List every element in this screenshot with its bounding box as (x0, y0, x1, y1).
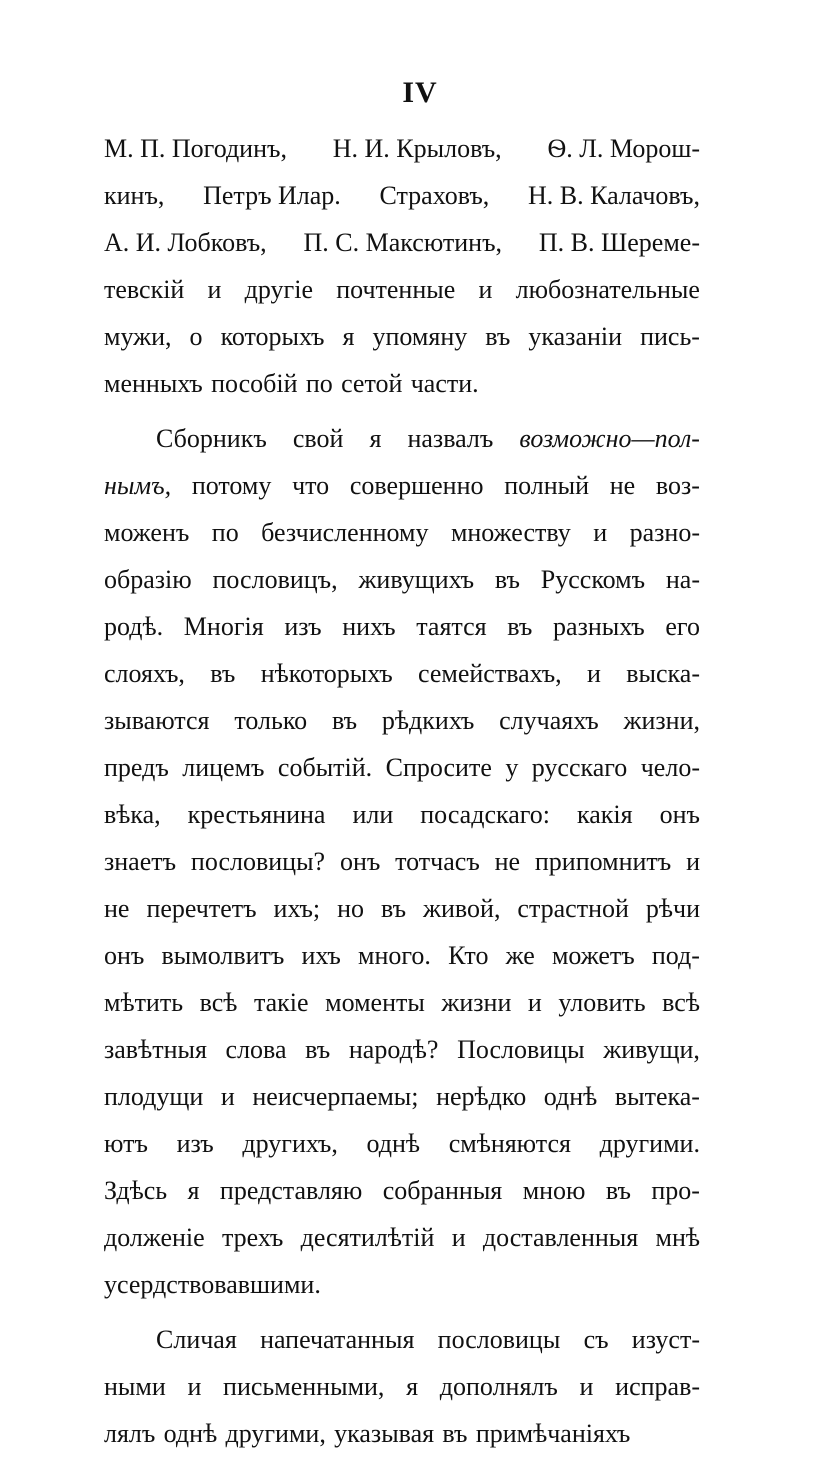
word: и (593, 518, 608, 547)
word: пособій (211, 369, 298, 398)
word: Н. И. Крыловъ, (332, 134, 502, 163)
text-line (104, 979, 700, 1026)
word: Спросите (385, 753, 492, 782)
word: дополнялъ (439, 1372, 558, 1401)
page-number: IV (402, 76, 438, 109)
word: совершенно (349, 471, 484, 500)
text-line (104, 415, 700, 462)
word: любознательные (515, 275, 700, 304)
word: другіе (244, 275, 313, 304)
word: мѣтить (104, 988, 184, 1017)
word: въ (332, 706, 358, 735)
word: Многія (183, 612, 264, 641)
body-text (104, 125, 700, 1457)
word: А. И. Лобковъ, (104, 228, 267, 257)
word: что (292, 471, 330, 500)
text-line (104, 462, 700, 509)
paragraph (104, 1316, 700, 1457)
word: указаніи (528, 322, 623, 351)
word: упомяну (372, 322, 468, 351)
text-line (104, 1316, 700, 1363)
word: которыхъ (220, 322, 325, 351)
word: Здѣсь (104, 1176, 168, 1205)
word: М. П. Погодинъ, (104, 134, 287, 163)
italic-word: возможно—пол- (519, 424, 700, 453)
word: рѣдкихъ (381, 706, 475, 735)
word: ными (104, 1372, 166, 1401)
word: мною (522, 1176, 586, 1205)
word: усердствовавшими. (104, 1270, 321, 1299)
word: собранныя (382, 1176, 503, 1205)
word: же (505, 941, 535, 970)
word: не (104, 894, 130, 923)
word: Ѳ. Л. Морош- (547, 134, 700, 163)
word: про- (651, 1176, 700, 1205)
word: слова (225, 1035, 287, 1064)
word: народѣ? (348, 1035, 439, 1064)
word: десятилѣтій (300, 1223, 435, 1252)
text-line (104, 1026, 700, 1073)
word: съ (583, 1325, 609, 1354)
word: тевскій (104, 275, 185, 304)
word: посадскаго: (420, 800, 551, 829)
word: ихъ; (273, 894, 321, 923)
word: нерѣдко (436, 1082, 527, 1111)
word: можетъ (551, 941, 635, 970)
word: въ (442, 1419, 468, 1448)
word: рѣчи (645, 894, 700, 923)
word: много. (358, 941, 431, 970)
word: моженъ (104, 518, 190, 547)
word: родѣ. (104, 612, 164, 641)
word: такіе (253, 988, 309, 1017)
word: однѣ (163, 1419, 218, 1448)
word: другими. (599, 1129, 700, 1158)
text-line (104, 1214, 700, 1261)
word: Петръ Илар. (203, 181, 341, 210)
word: но (337, 894, 365, 923)
word: онъ (104, 941, 145, 970)
word: и (478, 275, 493, 304)
word: его (665, 612, 700, 641)
word: лицемъ (182, 753, 265, 782)
word: Страховъ, (379, 181, 490, 210)
word: письменными, (223, 1372, 385, 1401)
word: указывая (334, 1419, 435, 1448)
word: всѣ (199, 988, 238, 1017)
word: разно- (629, 518, 700, 547)
text-line (104, 885, 700, 932)
word: вытека- (614, 1082, 700, 1111)
word: тотчасъ (395, 847, 480, 876)
word: крестьянина (187, 800, 326, 829)
text-line (104, 266, 700, 313)
word: П. С. Максютинъ, (303, 228, 503, 257)
word: неисчерпаемы; (252, 1082, 419, 1111)
word: воз- (655, 471, 700, 500)
word: не (494, 847, 521, 876)
word: однѣ (543, 1082, 598, 1111)
word: русскаго (531, 753, 628, 782)
text-line (104, 1120, 700, 1167)
word: на- (665, 565, 700, 594)
word: нихъ (342, 612, 396, 641)
word: пись- (640, 322, 700, 351)
word: безчисленному (261, 518, 429, 547)
text-line (104, 1363, 700, 1410)
word: слояхъ, (104, 659, 185, 688)
word: только (234, 706, 308, 735)
word: и (686, 847, 700, 876)
word: перечтетъ (146, 894, 257, 923)
word: ютъ (104, 1129, 148, 1158)
word: свой (292, 424, 344, 453)
text-line (104, 1261, 700, 1308)
word: всѣ (662, 988, 700, 1017)
word: я (187, 1176, 200, 1205)
word: страстной (517, 894, 629, 923)
word: въ (507, 612, 533, 641)
word: другихъ, (242, 1129, 338, 1158)
word: не (609, 471, 636, 500)
word: Сборникъ (156, 424, 267, 453)
text-line (104, 744, 700, 791)
text-line (104, 556, 700, 603)
word: живущи, (603, 1035, 700, 1064)
paragraph (104, 125, 700, 407)
word: образію (104, 565, 192, 594)
word: я (406, 1372, 419, 1401)
text-line (104, 932, 700, 979)
text-line (104, 603, 700, 650)
paragraph-gap (104, 1308, 700, 1316)
word: представляю (219, 1176, 363, 1205)
word: или (352, 800, 394, 829)
italic-word: нымъ, (104, 471, 172, 500)
text-line (104, 697, 700, 744)
word: вѣка, (104, 800, 161, 829)
text-line (104, 172, 700, 219)
word: завѣтныя (104, 1035, 207, 1064)
word: семействахъ, (418, 659, 562, 688)
word: Русскомъ (540, 565, 646, 594)
word: сетой (341, 369, 403, 398)
word: мнѣ (655, 1223, 700, 1252)
word: выска- (626, 659, 700, 688)
word: доставленныя (482, 1223, 639, 1252)
word: по (211, 518, 239, 547)
word: таятся (416, 612, 487, 641)
text-line (104, 791, 700, 838)
word: кинъ, (104, 181, 165, 210)
word: менныхъ (104, 369, 203, 398)
word: предъ (104, 753, 169, 782)
text-line (104, 1410, 700, 1457)
word: о (189, 322, 203, 351)
text-line (104, 125, 700, 172)
word: и (451, 1223, 466, 1252)
word: и (207, 275, 222, 304)
word: вымолвитъ (161, 941, 285, 970)
word: событій. (277, 753, 373, 782)
word: пословицы (437, 1325, 561, 1354)
word: по (305, 369, 333, 398)
word: жизни, (623, 706, 700, 735)
paragraph (104, 415, 700, 1308)
text-line (104, 838, 700, 885)
word: пословицы? (190, 847, 326, 876)
word: и (187, 1372, 202, 1401)
word: назвалъ (407, 424, 494, 453)
word: долженіе (104, 1223, 205, 1252)
word: исправ- (615, 1372, 700, 1401)
text-line (104, 509, 700, 556)
word: нѣкоторыхъ (260, 659, 393, 688)
word: жизни (441, 988, 512, 1017)
word: живущихъ (358, 565, 475, 594)
word: П. В. Шереме- (538, 228, 700, 257)
word: припомнитъ (534, 847, 672, 876)
word: Н. В. Калачовъ, (527, 181, 700, 210)
word: однѣ (366, 1129, 421, 1158)
word: въ (210, 659, 236, 688)
word: зываются (104, 706, 210, 735)
word: я (342, 322, 355, 351)
word: изъ (284, 612, 322, 641)
word: случаяхъ (499, 706, 599, 735)
word: живой, (423, 894, 501, 923)
word: и (579, 1372, 594, 1401)
word: и (527, 988, 542, 1017)
text-line (104, 219, 700, 266)
word: части. (410, 369, 479, 398)
word: примѣчаніяхъ (475, 1419, 631, 1448)
word: мужи, (104, 322, 172, 351)
word: ихъ (301, 941, 341, 970)
word: трехъ (221, 1223, 284, 1252)
text-line (104, 650, 700, 697)
word: полный (504, 471, 590, 500)
word: изъ (176, 1129, 214, 1158)
word: онъ (659, 800, 700, 829)
word: Сличая (156, 1325, 237, 1354)
word: въ (485, 322, 511, 351)
paragraph-gap (104, 407, 700, 415)
word: смѣняются (448, 1129, 571, 1158)
word: и (586, 659, 601, 688)
word: лялъ (104, 1419, 156, 1448)
word: въ (605, 1176, 631, 1205)
word: уловить (558, 988, 646, 1017)
word: разныхъ (553, 612, 645, 641)
word: моменты (325, 988, 425, 1017)
word: и (220, 1082, 235, 1111)
word: онъ (339, 847, 381, 876)
word: почтенные (336, 275, 456, 304)
word: у (505, 753, 519, 782)
word: под- (651, 941, 700, 970)
word: въ (494, 565, 520, 594)
word: Пословицы (457, 1035, 585, 1064)
word: я (369, 424, 382, 453)
word: потому (191, 471, 272, 500)
word: напечатанныя (260, 1325, 415, 1354)
word: въ (305, 1035, 331, 1064)
word: Кто (448, 941, 489, 970)
word: въ (381, 894, 407, 923)
word: другими, (225, 1419, 326, 1448)
text-line (104, 313, 700, 360)
word: плодущи (104, 1082, 204, 1111)
word: чело- (640, 753, 700, 782)
word: какія (577, 800, 633, 829)
word: множеству (450, 518, 571, 547)
text-line (104, 1073, 700, 1120)
word: пословицъ, (212, 565, 338, 594)
word: знаетъ (104, 847, 177, 876)
word: изуст- (631, 1325, 700, 1354)
text-line (104, 360, 700, 407)
